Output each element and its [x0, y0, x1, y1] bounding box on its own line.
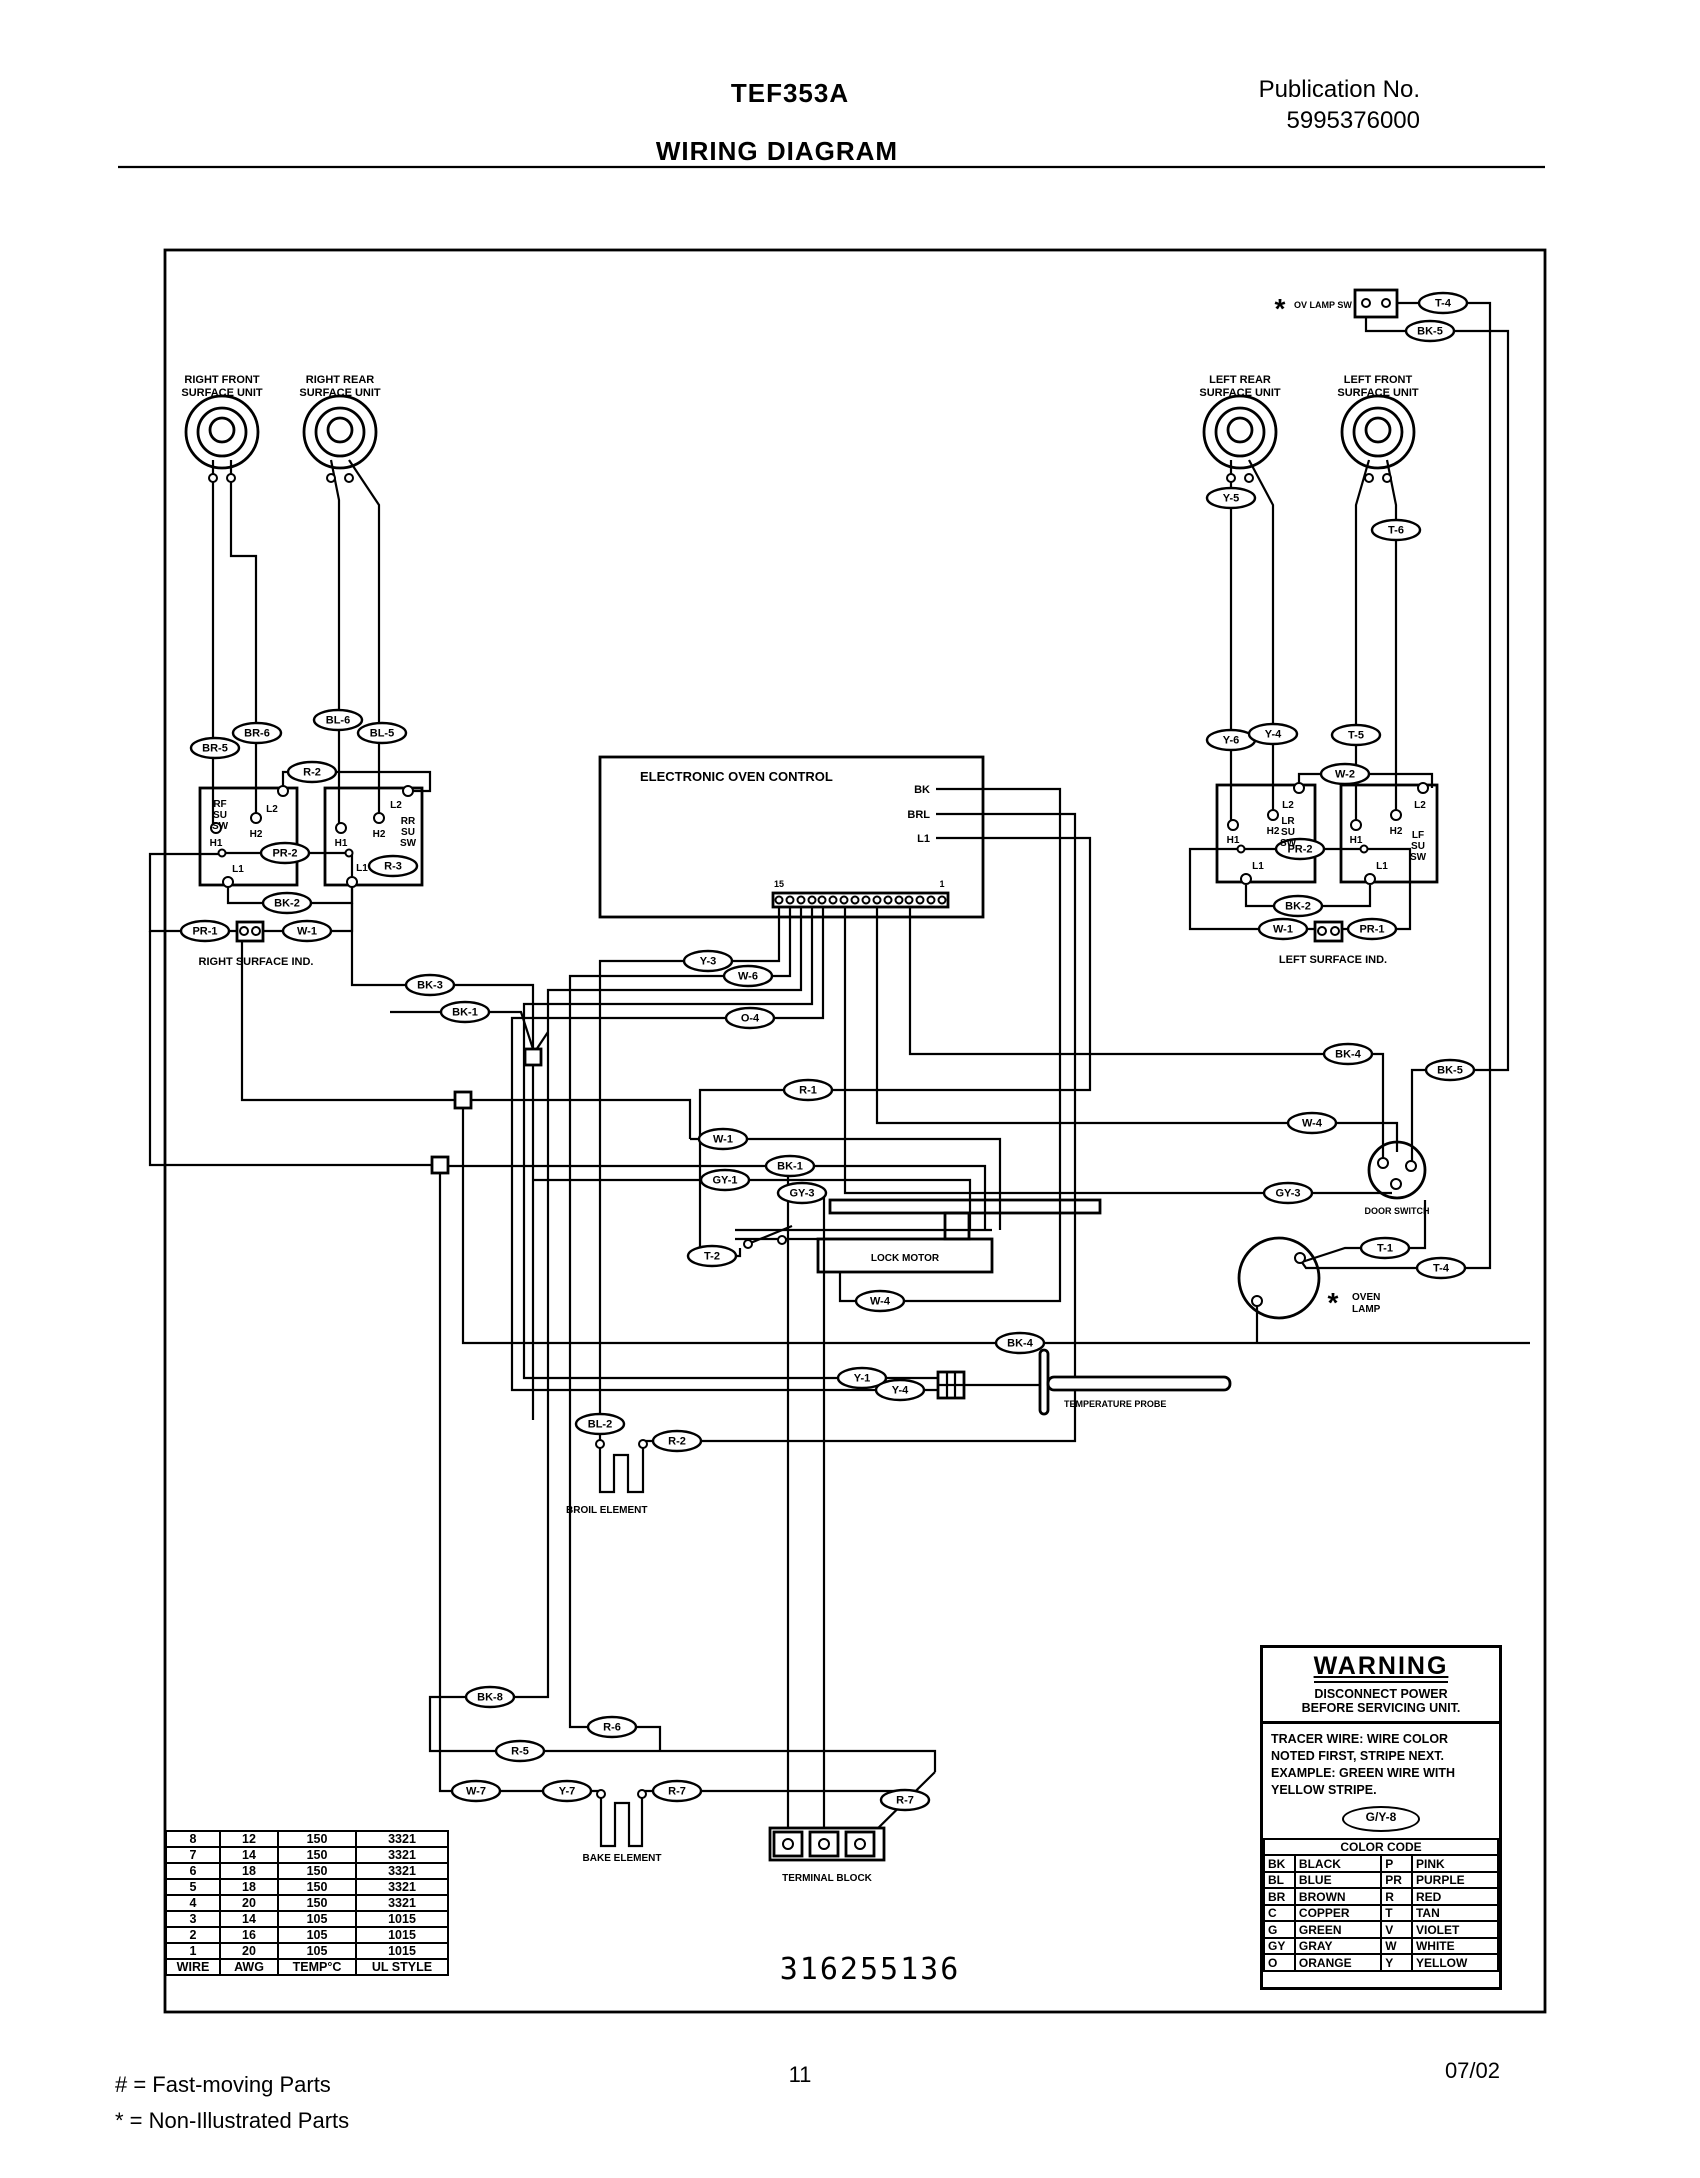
svg-text:BK-1: BK-1: [777, 1160, 803, 1173]
svg-text:R-6: R-6: [603, 1721, 621, 1734]
wire-label: [784, 1080, 832, 1100]
wire-label: [369, 856, 417, 876]
publication-number: 5995376000: [1286, 107, 1420, 134]
lock-bracket-stem: [945, 1213, 969, 1239]
terminal-dot: [1331, 927, 1339, 935]
svg-text:T-5: T-5: [1348, 729, 1364, 742]
wire-label: [1419, 293, 1467, 313]
wire-label: [1332, 725, 1380, 745]
wire-label: [588, 1717, 636, 1737]
svg-text:T-1: T-1: [1377, 1242, 1393, 1255]
wire-table-row: 4 20 150 3321: [166, 1895, 448, 1911]
footer-date: 07/02: [1444, 2058, 1500, 2083]
svg-text:BR-5: BR-5: [202, 742, 228, 755]
diagram-text: L1: [917, 833, 930, 845]
diagram-text: 15: [773, 879, 785, 889]
diagram-text: BRL: [907, 809, 930, 821]
svg-text:W-1: W-1: [713, 1133, 733, 1146]
color-code-row: G GREEN V VIOLET: [1264, 1921, 1498, 1938]
diagram-text: LAMP: [1352, 1304, 1381, 1315]
wire-table-row: 2 16 105 1015: [166, 1927, 448, 1943]
color-code-title: COLOR CODE: [1264, 1839, 1498, 1856]
diagram-text: L1: [1376, 861, 1388, 872]
terminal-dot: [327, 474, 335, 482]
diagram-text: ELECTRONIC OVEN CONTROL: [640, 769, 833, 784]
color-code-row: BK BLACK P PINK: [1264, 1855, 1498, 1872]
terminal-dot: [251, 813, 261, 823]
wire-label: [358, 723, 406, 743]
wire-label: [314, 710, 362, 730]
terminal-dot: [787, 897, 794, 904]
wire-label: [724, 966, 772, 986]
wire-label: [1264, 1183, 1312, 1203]
diagram-text: DOOR SWITCH: [1364, 1206, 1430, 1216]
component-shapes: [186, 290, 1437, 1860]
diagram-text: H1: [1349, 835, 1363, 846]
terminal-dot: [1391, 810, 1401, 820]
diagram-text: H2: [1389, 826, 1403, 837]
terminal-dot: [1241, 874, 1251, 884]
diagram-text: RIGHT FRONT: [184, 374, 260, 386]
svg-text:GY-3: GY-3: [1275, 1187, 1301, 1200]
color-code-row: O ORANGE Y YELLOW: [1264, 1954, 1498, 1971]
svg-text:R-5: R-5: [511, 1745, 529, 1758]
terminal-dot: [209, 474, 217, 482]
terminal-dot: [639, 1440, 647, 1448]
terminal-dot: [346, 850, 353, 857]
terminal-dot: [1418, 783, 1428, 793]
terminal-dot: [917, 897, 924, 904]
terminal-dot: [852, 897, 859, 904]
svg-text:BR-6: BR-6: [244, 727, 270, 740]
diagram-text: L1: [1252, 861, 1264, 872]
wire-label: [766, 1156, 814, 1176]
wire-label: [181, 921, 229, 941]
svg-text:O-4: O-4: [740, 1012, 760, 1025]
wire-label: [1417, 1258, 1465, 1278]
diagram-text: L2: [1414, 800, 1426, 811]
bake-element: [601, 1798, 642, 1846]
svg-text:W-7: W-7: [466, 1785, 486, 1798]
warning-subtitle-2: BEFORE SERVICING UNIT.: [1301, 1700, 1461, 1715]
right-rear-surface-unit: [304, 396, 376, 468]
terminal-dot: [1361, 846, 1368, 853]
wire-label: [263, 893, 311, 913]
terminal-dot: [939, 897, 946, 904]
svg-text:PR-1: PR-1: [1359, 923, 1385, 936]
diagram-text: H2: [249, 829, 263, 840]
wire-label: [191, 738, 239, 758]
wire-label: [543, 1781, 591, 1801]
left-front-surface-unit: [1342, 396, 1414, 468]
wire-label: [1406, 321, 1454, 341]
terminal-dot: [1383, 474, 1391, 482]
diagram-text: L2: [1282, 800, 1294, 811]
terminal-dot: [776, 897, 783, 904]
wire-label: [856, 1291, 904, 1311]
svg-text:PR-2: PR-2: [1287, 843, 1313, 856]
diagram-text: LEFT REAR: [1209, 374, 1271, 386]
wire-label: [699, 1129, 747, 1149]
svg-text:BK-5: BK-5: [1417, 325, 1443, 338]
warning-subtitle-1: DISCONNECT POWER: [1314, 1686, 1448, 1701]
terminal-dot: [863, 897, 870, 904]
warning-header: [1263, 1648, 1499, 1724]
wire-label: [684, 951, 732, 971]
diagram-text: SU: [1281, 827, 1295, 838]
part-number: 316255136: [779, 1952, 961, 1987]
diagram-text: L1: [232, 864, 244, 875]
svg-text:BK-2: BK-2: [1285, 900, 1311, 913]
svg-text:R-7: R-7: [896, 1794, 914, 1807]
wire-label: [996, 1333, 1044, 1353]
svg-text:W-6: W-6: [738, 970, 758, 983]
svg-text:BK-4: BK-4: [1007, 1337, 1033, 1350]
wire-label: [1288, 1113, 1336, 1133]
terminal-dot: [798, 897, 805, 904]
svg-text:BK-2: BK-2: [274, 897, 300, 910]
wire-label: [466, 1687, 514, 1707]
color-code-row: BL BLUE PR PURPLE: [1264, 1872, 1498, 1889]
svg-text:W-2: W-2: [1335, 768, 1355, 781]
terminal-dot: [1391, 1179, 1401, 1189]
terminal-dot: [1252, 1296, 1262, 1306]
svg-text:R-7: R-7: [668, 1785, 686, 1798]
diagram-text: SU: [1411, 841, 1425, 852]
diagram-text: LF: [1411, 830, 1425, 841]
svg-text:BK-3: BK-3: [417, 979, 443, 992]
terminal-dot: [928, 897, 935, 904]
svg-text:Y-1: Y-1: [853, 1372, 871, 1385]
terminal-dot: [874, 897, 881, 904]
wire-table-row: 8 12 150 3321: [166, 1831, 448, 1847]
diagram-text: 1: [939, 879, 945, 889]
diagram-text: H2: [1266, 826, 1280, 837]
wire-label: [1361, 1238, 1409, 1258]
diagram-text: L1: [356, 863, 368, 874]
color-code-table: [1263, 1838, 1499, 1972]
wire-label: [576, 1414, 624, 1434]
terminal-dot: [819, 1839, 829, 1849]
svg-text:R-2: R-2: [668, 1435, 686, 1448]
publication-label: Publication No.: [1258, 76, 1420, 103]
diagram-text: BAKE ELEMENT: [582, 1853, 662, 1864]
tracer-note: TRACER WIRE: WIRE COLOR NOTED FIRST, STRIPE NEXT. EXAMPLE: GREEN WIRE WITH YELLOW STRIPE.: [1271, 1731, 1456, 1797]
terminal-dot: [830, 897, 837, 904]
wire-label: [452, 1781, 500, 1801]
terminal-dot: [1378, 1158, 1388, 1168]
diagram-text: RIGHT SURFACE IND.: [198, 956, 314, 968]
terminal-dot: [278, 786, 288, 796]
svg-text:Y-3: Y-3: [699, 955, 717, 968]
wire-label: [283, 921, 331, 941]
left-rear-surface-unit: [1204, 396, 1276, 468]
terminal-dot: [347, 877, 357, 887]
junction: [525, 1049, 541, 1065]
diagram-text: RR: [400, 816, 416, 827]
terminal-dot: [896, 897, 903, 904]
terminal-dot: [345, 474, 353, 482]
wire-label: [701, 1170, 749, 1190]
diagram-text: SURFACE UNIT: [299, 387, 381, 399]
svg-text:BK-4: BK-4: [1335, 1048, 1361, 1061]
right-front-surface-unit: [186, 396, 258, 468]
wire-label: [233, 723, 281, 743]
wire-table-row: 3 14 105 1015: [166, 1911, 448, 1927]
wire-label: [881, 1790, 929, 1810]
svg-text:Y-5: Y-5: [1222, 492, 1240, 505]
model-number: TEF353A: [730, 78, 850, 108]
terminal-dot: [1294, 783, 1304, 793]
terminal-dot: [597, 1790, 605, 1798]
diagram-text: SW: [1409, 852, 1427, 863]
terminal-dot: [1365, 874, 1375, 884]
wire-label: [1426, 1060, 1474, 1080]
diagram-text: SW: [1279, 838, 1297, 849]
terminal-dot: [252, 927, 260, 935]
wire-label: [1207, 730, 1255, 750]
wire-table-header-row: WIRE AWG TEMP°C UL STYLE: [166, 1959, 448, 1975]
wire-label: [1207, 488, 1255, 508]
diagram-text: LOCK MOTOR: [870, 1253, 940, 1264]
wire-label: [288, 762, 336, 782]
svg-text:BK-1: BK-1: [452, 1006, 478, 1019]
wire-label: [1259, 919, 1307, 939]
diagram-text: TERMINAL BLOCK: [782, 1873, 872, 1884]
wire-gauge-table: [165, 1830, 449, 1976]
svg-text:W-4: W-4: [1302, 1117, 1322, 1130]
wire-label: [441, 1002, 489, 1022]
wire-label: [406, 975, 454, 995]
terminal-dot: [1295, 1253, 1305, 1263]
svg-text:R-1: R-1: [799, 1084, 817, 1097]
diagram-text: H1: [334, 838, 348, 849]
svg-text:T-6: T-6: [1388, 524, 1404, 537]
wire-label: [1249, 724, 1297, 744]
diagram-text: H2: [372, 829, 386, 840]
terminal-dot: [744, 1240, 752, 1248]
oven-lamp: [1239, 1238, 1319, 1318]
warning-box: [1260, 1645, 1502, 1990]
diagram-text: RF: [213, 799, 227, 810]
diagram-text: OVEN: [1352, 1292, 1381, 1303]
wire-label: [778, 1183, 826, 1203]
terminal-dot: [841, 897, 848, 904]
diagram-text: LEFT FRONT: [1343, 374, 1413, 386]
terminal-dot: [819, 897, 826, 904]
terminal-dot: [1351, 820, 1361, 830]
wire-label: [726, 1008, 774, 1028]
terminal-dot: [885, 897, 892, 904]
terminal-dot: [596, 1440, 604, 1448]
svg-text:PR-1: PR-1: [192, 925, 218, 938]
diagram-text: TEMPERATURE PROBE: [1064, 1399, 1167, 1409]
junction: [432, 1157, 448, 1173]
wire-table-row: 6 18 150 3321: [166, 1863, 448, 1879]
svg-text:GY-1: GY-1: [712, 1174, 738, 1187]
diagram-text: H1: [1226, 835, 1240, 846]
tracer-example-label: G/Y-8: [1342, 1806, 1420, 1832]
terminal-dot: [906, 897, 913, 904]
svg-text:W-1: W-1: [297, 925, 317, 938]
diagram-text: SW: [211, 821, 229, 832]
terminal-dot: [778, 1236, 786, 1244]
wire-label: [876, 1380, 924, 1400]
diagram-text: BK: [914, 784, 930, 796]
svg-text:BL-5: BL-5: [369, 727, 395, 740]
svg-text:BK-8: BK-8: [477, 1691, 503, 1704]
svg-text:T-2: T-2: [704, 1250, 720, 1263]
svg-text:T-4: T-4: [1433, 1262, 1449, 1275]
terminal-dot: [783, 1839, 793, 1849]
diagram-text: LR: [1281, 816, 1295, 827]
terminal-dot: [227, 474, 235, 482]
wire-label: [261, 843, 309, 863]
page-title: WIRING DIAGRAM: [655, 136, 899, 166]
page-number: 11: [788, 2062, 812, 2087]
terminal-dot: [336, 823, 346, 833]
wires: [150, 303, 1530, 1840]
terminal-dot: [1268, 810, 1278, 820]
terminal-dot: [1238, 846, 1245, 853]
broil-element: [600, 1448, 643, 1492]
terminal-dot: [240, 927, 248, 935]
wire-label: [1372, 520, 1420, 540]
terminal-dot: [1406, 1161, 1416, 1171]
svg-text:BL-2: BL-2: [587, 1418, 613, 1431]
svg-text:Y-4: Y-4: [1264, 728, 1282, 741]
diagram-text: L2: [390, 800, 402, 811]
terminal-dot: [638, 1790, 646, 1798]
terminal-dot: [403, 786, 413, 796]
wire-label: [653, 1781, 701, 1801]
wire-label: [496, 1741, 544, 1761]
diagram-text: OV LAMP SW: [1294, 300, 1352, 310]
svg-text:PR-2: PR-2: [272, 847, 298, 860]
terminal-dot: [855, 1839, 865, 1849]
diagram-text: SURFACE UNIT: [181, 387, 263, 399]
diagram-text: H1: [209, 838, 223, 849]
wire-label: [1321, 764, 1369, 784]
terminal-dot: [809, 897, 816, 904]
color-code-row: GY GRAY W WHITE: [1264, 1938, 1498, 1955]
wire-table-row: 1 20 105 1015: [166, 1943, 448, 1959]
diagram-text: LEFT SURFACE IND.: [1278, 954, 1388, 966]
diagram-text: SURFACE UNIT: [1337, 387, 1419, 399]
terminal-dot: [1228, 820, 1238, 830]
legend-fast-moving: # = Fast-moving Parts: [115, 2072, 331, 2097]
terminal-dot: [1245, 474, 1253, 482]
diagram-text: SU: [401, 827, 415, 838]
svg-text:BK-5: BK-5: [1437, 1064, 1463, 1077]
diagram-text: L2: [266, 804, 278, 815]
terminal-dot: [1382, 299, 1390, 307]
svg-text:GY-3: GY-3: [789, 1187, 815, 1200]
wire-label: [688, 1246, 736, 1266]
svg-text:Y-4: Y-4: [891, 1384, 909, 1397]
terminal-dot: [1227, 474, 1235, 482]
svg-text:Y-7: Y-7: [558, 1785, 576, 1798]
svg-text:R-2: R-2: [303, 766, 321, 779]
svg-text:R-3: R-3: [384, 860, 402, 873]
svg-text:BL-6: BL-6: [325, 714, 351, 727]
diagram-text: RIGHT REAR: [305, 374, 375, 386]
terminal-dot: [223, 877, 233, 887]
svg-text:W-1: W-1: [1273, 923, 1293, 936]
wire-table-row: 7 14 150 3321: [166, 1847, 448, 1863]
diagram-text: SURFACE UNIT: [1199, 387, 1281, 399]
terminal-dot: [374, 813, 384, 823]
diagram-text: *: [1327, 1287, 1339, 1318]
legend-non-illustrated: * = Non-Illustrated Parts: [115, 2108, 350, 2133]
terminal-dot: [219, 850, 226, 857]
junction: [455, 1092, 471, 1108]
warning-title: WARNING: [1314, 1652, 1449, 1683]
terminal-dot: [1362, 299, 1370, 307]
svg-text:W-4: W-4: [870, 1295, 890, 1308]
diagram-text: SU: [213, 810, 227, 821]
wire-label: [1348, 919, 1396, 939]
wire-label: [1274, 896, 1322, 916]
color-code-row: C COPPER T TAN: [1264, 1905, 1498, 1922]
terminal-dot: [1365, 474, 1373, 482]
svg-text:Y-6: Y-6: [1222, 734, 1240, 747]
terminal-dot: [1318, 927, 1326, 935]
diagram-text: *: [1274, 293, 1286, 324]
wire-label: [1324, 1044, 1372, 1064]
wire-label: [653, 1431, 701, 1451]
diagram-text: BROIL ELEMENT: [566, 1505, 648, 1516]
wire-table-row: 5 18 150 3321: [166, 1879, 448, 1895]
diagram-text: SW: [399, 838, 417, 849]
color-code-row: BR BROWN R RED: [1264, 1888, 1498, 1905]
svg-text:T-4: T-4: [1435, 297, 1451, 310]
